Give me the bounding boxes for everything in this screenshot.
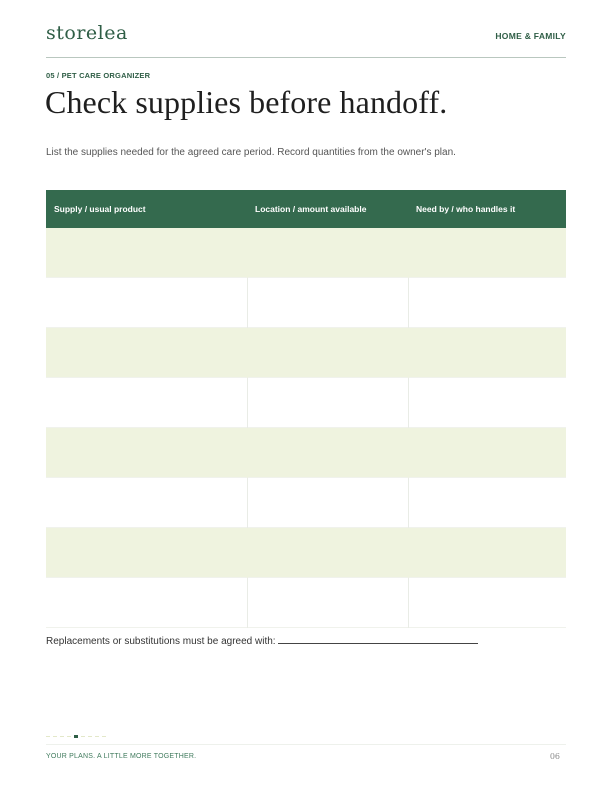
substitution-note bbox=[46, 633, 478, 647]
table-cell-need-by[interactable] bbox=[408, 378, 566, 428]
brand-logo: storelea bbox=[46, 22, 128, 44]
table-cell-need-by[interactable] bbox=[408, 228, 566, 278]
table-cell-supply[interactable] bbox=[46, 228, 247, 278]
table-cell-supply[interactable] bbox=[46, 528, 247, 578]
table-cell-supply[interactable] bbox=[46, 578, 247, 628]
header-divider bbox=[46, 57, 566, 58]
table-cell-location[interactable] bbox=[247, 578, 408, 628]
table-cell-location[interactable] bbox=[247, 328, 408, 378]
table-row bbox=[46, 528, 566, 578]
table-header-row bbox=[46, 190, 566, 228]
table-cell-need-by[interactable] bbox=[408, 278, 566, 328]
table-cell-need-by[interactable] bbox=[408, 478, 566, 528]
page-number: 06 bbox=[549, 752, 560, 761]
footer-tagline: YOUR PLANS. A LITTLE MORE TOGETHER. bbox=[46, 753, 197, 760]
table-row bbox=[46, 378, 566, 428]
decorative-dots bbox=[46, 735, 106, 738]
table-cell-need-by[interactable] bbox=[408, 328, 566, 378]
table-row bbox=[46, 228, 566, 278]
table-cell-location[interactable] bbox=[247, 528, 408, 578]
table-cell-location[interactable] bbox=[247, 428, 408, 478]
table-row bbox=[46, 278, 566, 328]
table-row bbox=[46, 478, 566, 528]
table-cell-location[interactable] bbox=[247, 278, 408, 328]
table-cell-need-by[interactable] bbox=[408, 578, 566, 628]
table-cell-location[interactable] bbox=[247, 478, 408, 528]
table-row bbox=[46, 328, 566, 378]
supplies-table bbox=[46, 190, 566, 628]
footer-divider bbox=[46, 744, 566, 745]
column-header-location: Location / amount available bbox=[247, 190, 408, 228]
table-cell-supply[interactable] bbox=[46, 478, 247, 528]
substitution-contact-blank[interactable] bbox=[278, 633, 478, 644]
table-cell-location[interactable] bbox=[247, 228, 408, 278]
column-header-need-by: Need by / who handles it bbox=[408, 190, 566, 228]
intro-text: List the supplies needed for the agreed care period. Record quantities from the owner's plan. bbox=[46, 147, 456, 158]
table-cell-need-by[interactable] bbox=[408, 528, 566, 578]
eyebrow-label: 05 / PET CARE ORGANIZER bbox=[46, 71, 151, 80]
table-cell-need-by[interactable] bbox=[408, 428, 566, 478]
table-cell-supply[interactable] bbox=[46, 278, 247, 328]
substitution-note-label: Replacements or substitutions must be agreed with: bbox=[46, 636, 276, 647]
table-cell-supply[interactable] bbox=[46, 378, 247, 428]
column-header-supply: Supply / usual product bbox=[46, 190, 247, 228]
table-row bbox=[46, 578, 566, 628]
table-cell-location[interactable] bbox=[247, 378, 408, 428]
section-label: HOME & FAMILY bbox=[495, 31, 566, 41]
page-title: Check supplies before handoff. bbox=[45, 84, 448, 120]
table-cell-supply[interactable] bbox=[46, 428, 247, 478]
table-cell-supply[interactable] bbox=[46, 328, 247, 378]
table-row bbox=[46, 428, 566, 478]
